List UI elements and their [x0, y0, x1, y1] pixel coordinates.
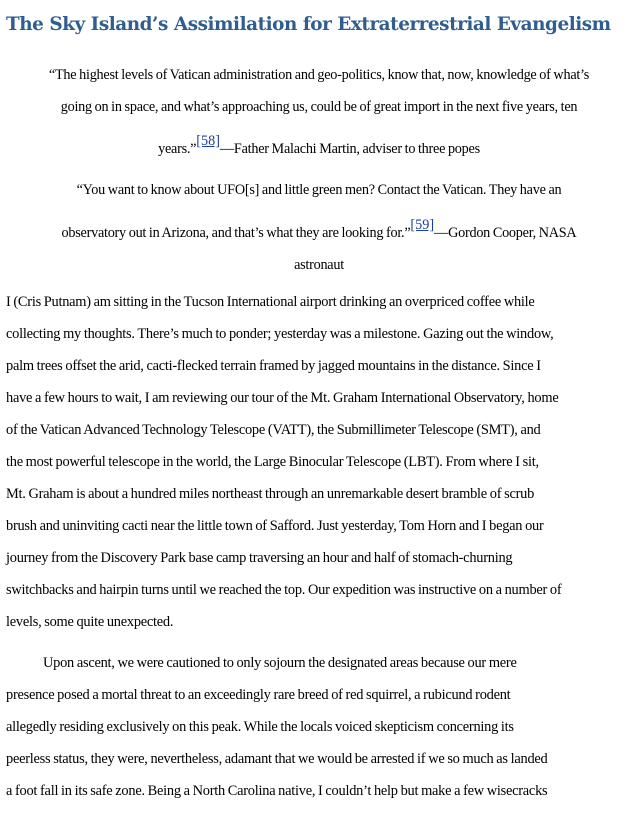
body-line: collecting my thoughts. There’s much to ponder; yesterday was a milestone. Gazing out the window,	[6, 326, 554, 342]
body-line: Upon ascent, we were cautioned to only sojourn the designated areas because our mere	[43, 655, 517, 671]
epigraph-1-line-2: going on in space, and what’s approaching us, could be of great import in the next five years, ten	[60, 99, 578, 115]
epigraph-1-attribution: —Father Malachi Martin, adviser to three popes	[219, 141, 480, 157]
body-line: palm trees offset the arid, cacti-flecked terrain framed by jagged mountains in the distance. Since I	[6, 358, 541, 374]
body-line: levels, some quite unexpected.	[6, 614, 174, 630]
epigraph-1-line-3	[0, 133, 638, 158]
body-line: have a few hours to wait, I am reviewing our tour of the Mt. Graham International Observatory, home	[6, 390, 559, 406]
page-title: The Sky Island’s Assimilation for Extraterrestrial Evangelism	[6, 14, 611, 35]
body-line: peerless status, they were, nevertheless, adamant that we would be arrested if we so much as landed	[6, 751, 548, 767]
body-line: a foot fall in its safe zone. Being a North Carolina native, I couldn’t help but make a few wisecracks	[6, 783, 548, 799]
body-line: Mt. Graham is about a hundred miles northeast through an unremarkable desert bramble of scrub	[6, 486, 535, 502]
epigraph-2-line-3: astronaut	[294, 257, 344, 273]
body-line: switchbacks and hairpin turns until we reached the top. Our expedition was instructive on a number of	[6, 582, 562, 598]
epigraph-1-line-1: “The highest levels of Vatican administration and geo-politics, know that, now, knowledge of what’s	[48, 67, 590, 83]
body-line: presence posed a mortal threat to an exceedingly rare breed of red squirrel, a rubicund rodent	[6, 687, 511, 703]
epigraph-1-text: years.”	[158, 141, 197, 157]
epigraph-2-attribution: —Gordon Cooper, NASA	[434, 225, 577, 241]
epigraph-2-line-2	[0, 217, 638, 242]
body-line: allegedly residing exclusively on this peak. While the locals voiced skepticism concerning its	[6, 719, 514, 735]
body-line: journey from the Discovery Park base camp traversing an hour and half of stomach-churning	[6, 550, 513, 566]
body-line: of the Vatican Advanced Technology Telescope (VATT), the Submillimeter Telescope (SMT), and	[6, 422, 541, 438]
body-line: the most powerful telescope in the world, the Large Binocular Telescope (LBT). From where I sit,	[6, 454, 539, 470]
body-line: I (Cris Putnam) am sitting in the Tucson International airport drinking an overpriced coffee while	[6, 294, 535, 310]
epigraph-2-text: observatory out in Arizona, and that’s what they are looking for.”	[61, 225, 411, 241]
body-line: brush and uninviting cacti near the little town of Safford. Just yesterday, Tom Horn and I began our	[6, 518, 544, 534]
epigraph-2-line-1: “You want to know about UFO[s] and little green men? Contact the Vatican. They have an	[76, 182, 562, 198]
footnote-59-link[interactable]: [59]	[410, 217, 435, 233]
footnote-58-link[interactable]: [58]	[196, 133, 220, 149]
